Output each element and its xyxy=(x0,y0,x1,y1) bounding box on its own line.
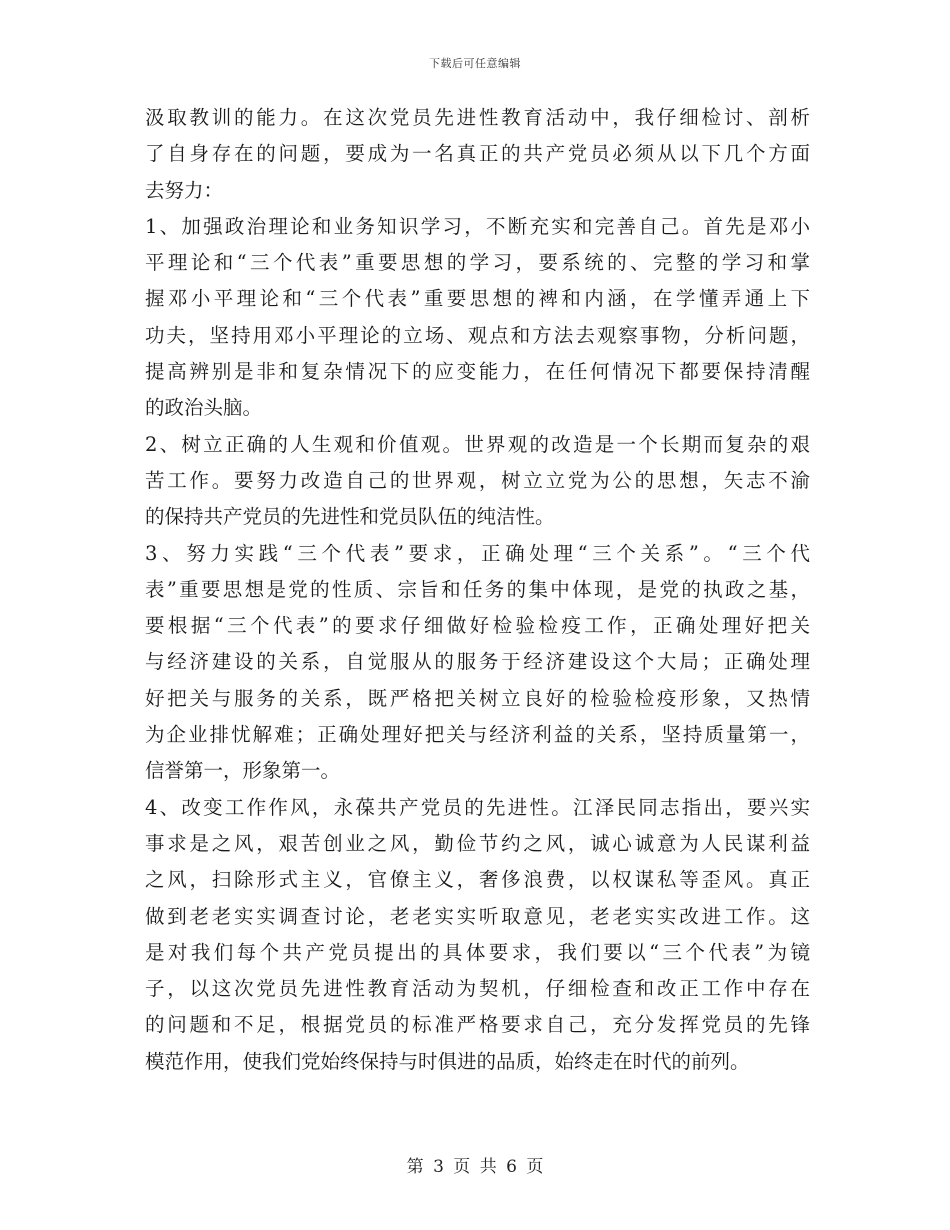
text-line: 事求是之风，艰苦创业之风，勤俭节约之风，诚心诚意为人民谋利益 xyxy=(145,831,810,855)
text-line: 的问题和不足，根据党员的标准严格要求自己，充分发挥党员的先锋 xyxy=(145,1013,810,1037)
text-line: 子，以这次党员先进性教育活动为契机，仔细检查和改正工作中存在 xyxy=(145,977,810,1001)
text-line: 4、改变工作作风，永葆共产党员的先进性。江泽民同志指出，要兴实 xyxy=(145,795,810,819)
text-line: 的政治头脑。 xyxy=(145,396,263,420)
text-line: 3、努力实践“三个代表”要求，正确处理“三个关系”。“三个代 xyxy=(145,541,810,565)
text-line: 汲取教训的能力。在这次党员先进性教育活动中，我仔细检讨、剖析 xyxy=(145,106,810,129)
text-line: 平理论和“三个代表”重要思想的学习，要系统的、完整的学习和掌 xyxy=(145,251,810,275)
text-line: 的保持共产党员的先进性和党员队伍的纯洁性。 xyxy=(145,505,555,529)
text-line: 为企业排忧解难；正确处理好把关与经济利益的关系，坚持质量第一， xyxy=(145,723,810,747)
text-line: 握邓小平理论和“三个代表”重要思想的裨和内涵，在学懂弄通上下 xyxy=(145,287,810,311)
page-number-footer: 第 3 页 共 6 页 xyxy=(406,1157,544,1177)
text-line: 做到老老实实调查讨论，老老实实听取意见，老老实实改进工作。这 xyxy=(145,904,810,928)
text-line: 去努力： xyxy=(145,178,224,202)
document-body xyxy=(145,100,810,1080)
text-line: 信誉第一，形象第一。 xyxy=(145,759,341,783)
text-line: 1、加强政治理论和业务知识学习，不断充实和完善自己。首先是邓小 xyxy=(145,214,810,238)
text-line: 苦工作。要努力改造自己的世界观，树立立党为公的思想，矢志不渝 xyxy=(145,468,810,492)
text-line: 了自身存在的问题，要成为一名真正的共产党员必须从以下几个方面 xyxy=(145,142,810,166)
text-line: 是对我们每个共产党员提出的具体要求，我们要以“三个代表”为镜 xyxy=(145,940,810,964)
text-line: 要根据“三个代表”的要求仔细做好检验检疫工作，正确处理好把关 xyxy=(145,614,810,638)
text-line: 好把关与服务的关系，既严格把关树立良好的检验检疫形象，又热情 xyxy=(145,686,810,710)
text-line: 表”重要思想是党的性质、宗旨和任务的集中体现，是党的执政之基， xyxy=(145,577,810,601)
text-line: 与经济建设的关系，自觉服从的服务于经济建设这个大局；正确处理 xyxy=(145,650,810,674)
text-line: 之风，扫除形式主义，官僚主义，奢侈浪费，以权谋私等歪风。真正 xyxy=(145,868,810,892)
text-line: 提高辨别是非和复杂情况下的应变能力，在任何情况下都要保持清醒 xyxy=(145,360,810,384)
text-line: 功夫，坚持用邓小平理论的立场、观点和方法去观察事物，分析问题， xyxy=(145,323,810,347)
text-line: 2、树立正确的人生观和价值观。世界观的改造是一个长期而复杂的艰 xyxy=(145,432,810,456)
page-header: 下载后可任意编辑 xyxy=(429,57,521,70)
text-line: 模范作用，使我们党始终保持与时俱进的品质，始终走在时代的前列。 xyxy=(145,1049,750,1073)
